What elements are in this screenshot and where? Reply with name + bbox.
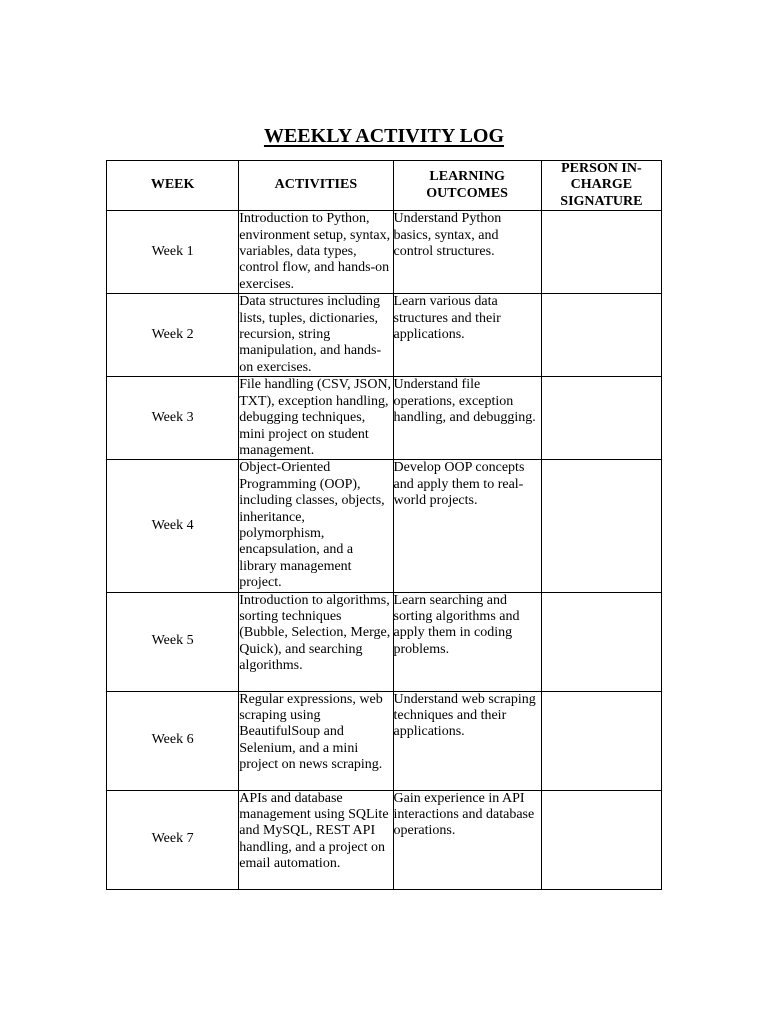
week-cell: Week 6 [107, 691, 239, 790]
table-row [107, 790, 662, 889]
outcomes-cell: Learn various data structures and their applications. [393, 294, 541, 377]
activities-cell: Introduction to algorithms, sorting techniques (Bubble, Selection, Merge, Quick), and searching algorithms. [239, 592, 393, 691]
header-week: WEEK [107, 161, 239, 211]
outcomes-cell: Understand Python basics, syntax, and control structures. [393, 211, 541, 294]
week-cell: Week 7 [107, 790, 239, 889]
outcomes-cell: Understand web scraping techniques and their applications. [393, 691, 541, 790]
table-row [107, 294, 662, 377]
header-activities: ACTIVITIES [239, 161, 393, 211]
page-title: WEEKLY ACTIVITY LOG [263, 125, 505, 147]
signature-cell[interactable] [541, 460, 661, 592]
activities-cell: Data structures including lists, tuples, dictionaries, recursion, string manipulation, and hands-on exercises. [239, 294, 393, 377]
signature-cell[interactable] [541, 592, 661, 691]
activities-cell: Regular expressions, web scraping using BeautifulSoup and Selenium, and a mini project on news scraping. [239, 691, 393, 790]
outcomes-cell: Learn searching and sorting algorithms and apply them in coding problems. [393, 592, 541, 691]
activities-cell: APIs and database management using SQLite and MySQL, REST API handling, and a project on email automation. [239, 790, 393, 889]
outcomes-cell: Gain experience in API interactions and database operations. [393, 790, 541, 889]
outcomes-cell: Develop OOP concepts and apply them to real-world projects. [393, 460, 541, 592]
table-row [107, 460, 662, 592]
activities-cell: File handling (CSV, JSON, TXT), exception handling, debugging techniques, mini project on student management. [239, 377, 392, 458]
table-row [107, 592, 662, 691]
signature-cell[interactable] [541, 211, 661, 294]
week-cell: Week 1 [107, 211, 239, 294]
signature-cell[interactable] [541, 691, 661, 790]
table-row [107, 211, 662, 294]
signature-cell[interactable] [541, 377, 661, 460]
table-row [107, 377, 662, 460]
week-cell: Week 3 [107, 377, 239, 460]
table-header-row [107, 161, 662, 211]
outcomes-cell: Understand file operations, exception handling, and debugging. [393, 377, 541, 460]
signature-cell[interactable] [541, 790, 661, 889]
signature-cell[interactable] [541, 294, 661, 377]
header-signature: PERSON IN-CHARGE SIGNATURE [541, 161, 661, 211]
activity-log-table [106, 160, 662, 890]
week-cell: Week 2 [107, 294, 239, 377]
week-cell: Week 5 [107, 592, 239, 691]
header-learning-outcomes: LEARNING OUTCOMES [393, 161, 541, 211]
table-row [107, 691, 662, 790]
activities-cell: Object-Oriented Programming (OOP), including classes, objects, inheritance, polymorphism, encapsulation, and a library management project. [239, 460, 393, 592]
activities-cell: Introduction to Python, environment setup, syntax, variables, data types, control flow, and hands-on exercises. [239, 211, 393, 294]
week-cell: Week 4 [107, 460, 239, 592]
